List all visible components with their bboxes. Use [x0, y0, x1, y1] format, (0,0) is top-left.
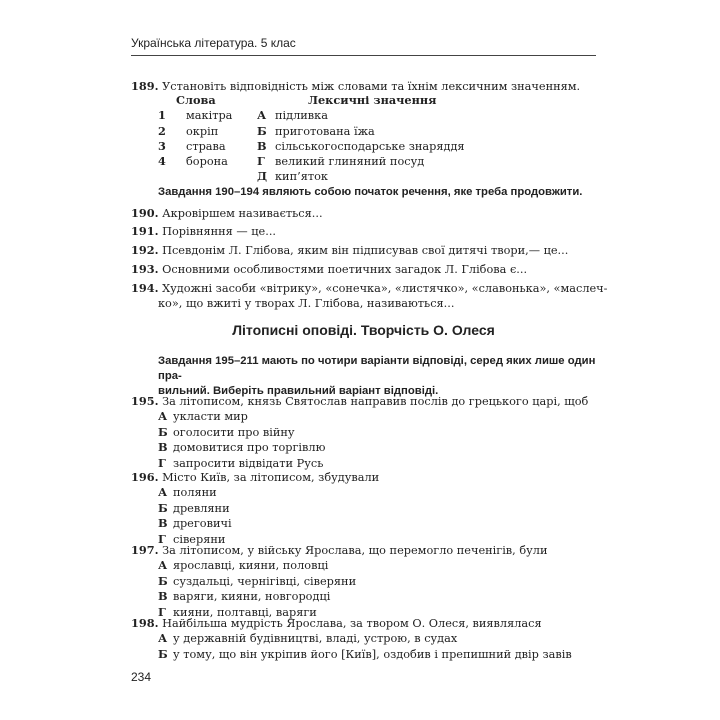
instruction-line-2: вильний. Виберіть правильний варіант відповіді. [158, 385, 439, 397]
option-letter: А [158, 409, 168, 423]
question-text: За літописом, у війську Ярослава, що перемогло печенігів, були [162, 544, 548, 557]
option-letter: В [158, 589, 168, 604]
instruction-190-194: Завдання 190–194 являють собою початок речення, яке треба продовжити. [158, 186, 583, 198]
meaning-letter: Г [257, 154, 265, 169]
header-rule [131, 55, 596, 56]
word-number: 2 [158, 123, 166, 138]
instruction-195-211 [158, 354, 603, 399]
option-letter: Б [158, 500, 168, 515]
option-letter: А [158, 558, 168, 572]
meaning-text: великий глиняний посуд [275, 155, 425, 169]
matching-row [158, 124, 598, 139]
question-198 [131, 616, 601, 662]
question-text: Місто Київ, за літописом, збудували [162, 471, 380, 484]
matching-header-row [158, 93, 598, 108]
word-number: 4 [158, 154, 166, 169]
option-letter: В [158, 440, 168, 455]
option-letter: Б [158, 646, 168, 661]
question-text: Основними особливостями поетичних загадок Л. Глібова є... [162, 263, 528, 276]
question-text: Порівняння — це... [162, 225, 277, 238]
meaning-text: сільськогосподарське знаряддя [275, 139, 465, 153]
answer-option [131, 647, 601, 663]
option-letter: А [158, 631, 168, 645]
option-text: варяги, кияни, новгородці [173, 590, 331, 604]
option-letter: Г [158, 455, 166, 470]
option-text: суздальці, чернігівці, сіверяни [173, 574, 357, 588]
section-title: Літописні оповіді. Творчість О. Олеся [232, 322, 495, 338]
word: страва [186, 139, 226, 153]
answer-option [131, 574, 601, 590]
option-letter: В [158, 516, 168, 531]
question-number: 189. [131, 79, 159, 93]
question-text: За літописом, князь Святослав направив послів до грецького царі, щоб [162, 395, 589, 408]
question-192 [131, 243, 601, 258]
option-text: древляни [173, 501, 230, 515]
question-number: 195. [131, 394, 159, 408]
question-number: 190. [131, 206, 159, 220]
matching-table [158, 93, 598, 185]
question-190 [131, 206, 601, 221]
option-text: домовитися про торгівлю [173, 441, 326, 455]
answer-option [131, 558, 601, 574]
question-text: Установіть відповідність між словами та їхнім лексичним значенням. [162, 80, 581, 93]
question-197 [131, 543, 601, 620]
answer-option [131, 589, 601, 605]
option-letter: Г [158, 604, 166, 619]
option-letter: Б [158, 424, 168, 439]
word: окріп [186, 124, 219, 138]
meaning-text: приготована їжа [275, 124, 375, 138]
option-text: укласти мир [173, 410, 248, 423]
question-text: Акровіршем називається... [162, 207, 323, 220]
matching-row [158, 154, 598, 169]
meaning-text: підливка [275, 109, 328, 123]
running-header: Українська література. 5 клас [131, 36, 296, 50]
option-text: у тому, що він укріпив його [Київ], оздобив і препишний двір завів [173, 647, 572, 661]
question-number: 198. [131, 616, 159, 630]
question-189 [131, 79, 601, 94]
answer-option [131, 409, 601, 425]
question-193 [131, 262, 601, 277]
word: макітра [186, 109, 233, 123]
question-195 [131, 394, 601, 471]
option-text: поляни [173, 486, 217, 499]
question-number: 196. [131, 470, 159, 484]
question-number: 194. [131, 281, 159, 295]
word-number: 3 [158, 138, 166, 153]
answer-option [131, 631, 601, 647]
option-text: сіверяни [173, 532, 226, 546]
answer-option [131, 516, 601, 532]
matching-row [158, 139, 598, 154]
word: борона [186, 155, 228, 169]
matching-row [158, 169, 598, 184]
option-text: запросити відвідати Русь [173, 456, 324, 470]
option-letter: Б [158, 573, 168, 588]
question-number: 193. [131, 262, 159, 276]
question-text-line-1: Художні засоби «вітрику», «сонечка», «листячко», «славонька», «маслеч- [162, 282, 608, 295]
question-number: 191. [131, 224, 159, 238]
option-text: ярославці, кияни, половці [173, 559, 329, 572]
page-number: 234 [131, 670, 152, 684]
answer-option [131, 501, 601, 517]
question-194 [131, 281, 608, 311]
answer-option [131, 425, 601, 441]
question-number: 197. [131, 543, 159, 557]
question-text: Псевдонім Л. Глібова, яким він підписував свої дитячі твори,— це... [162, 244, 569, 257]
right-column-header: Лексичні значення [308, 93, 437, 107]
option-text: оголосити про війну [173, 425, 295, 439]
question-number: 192. [131, 243, 159, 257]
meaning-letter: В [257, 138, 267, 153]
question-text: Найбільша мудрість Ярослава, за твором О. Олеся, виявлялася [162, 617, 542, 630]
meaning-text: кип’яток [275, 170, 328, 184]
question-196 [131, 470, 601, 547]
matching-row [158, 108, 598, 123]
left-column-header: Слова [176, 93, 216, 107]
option-text: дреговичі [173, 517, 232, 531]
meaning-letter: Д [257, 169, 268, 184]
option-text: у державній будівництві, владі, устрою, в судах [173, 632, 458, 645]
instruction-line-1: Завдання 195–211 мають по чотири варіанти відповіді, серед яких лише один пра- [158, 355, 596, 382]
answer-option [131, 440, 601, 456]
option-text: кияни, полтавці, варяги [173, 605, 317, 619]
word-number: 1 [158, 108, 166, 123]
option-letter: Г [158, 531, 166, 546]
meaning-letter: Б [257, 123, 267, 138]
question-text-line-2: ко», що вжиті у творах Л. Глібова, називаються... [158, 297, 455, 310]
option-letter: А [158, 485, 168, 499]
question-191 [131, 224, 601, 239]
answer-option [131, 485, 601, 501]
meaning-letter: А [257, 108, 267, 123]
